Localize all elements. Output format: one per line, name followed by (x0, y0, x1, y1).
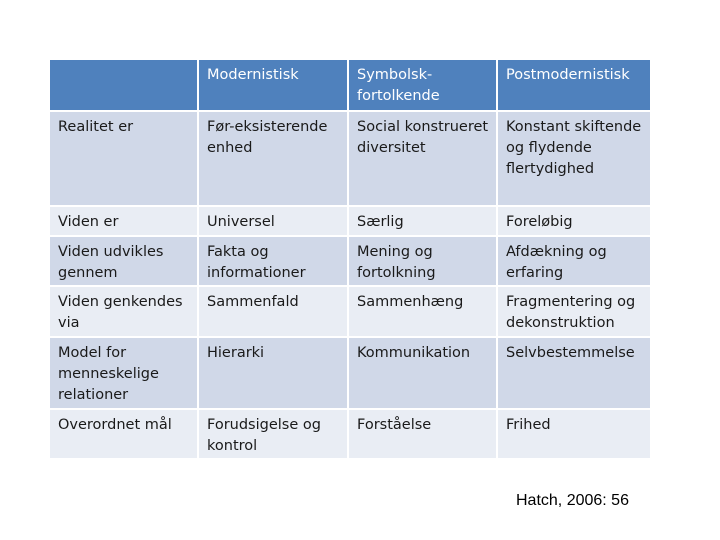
table-cell: Foreløbig (498, 207, 650, 237)
table-cell: Universel (199, 207, 349, 237)
table-cell: Selvbestemmelse (498, 338, 650, 410)
row-label: Model for menneskelige relationer (50, 338, 199, 410)
header-cell-modernistisk: Modernistisk (199, 60, 349, 112)
header-cell-empty (50, 60, 199, 112)
table-cell: Sammenfald (199, 287, 349, 338)
table-row (50, 207, 650, 237)
header-cell-postmodernistisk: Postmodernistisk (498, 60, 650, 112)
header-cell-symbolsk-fortolkende: Symbolsk-fortolkende (349, 60, 498, 112)
table-cell: Hierarki (199, 338, 349, 410)
table-row (50, 237, 650, 287)
table-cell: Mening og fortolkning (349, 237, 498, 287)
row-label: Viden er (50, 207, 199, 237)
table-cell: Forudsigelse og kontrol (199, 410, 349, 460)
row-label: Viden genkendes via (50, 287, 199, 338)
table-cell: Særlig (349, 207, 498, 237)
row-label: Viden udvikles gennem (50, 237, 199, 287)
table-cell: Sammenhæng (349, 287, 498, 338)
table-cell: Fragmentering og dekonstruktion (498, 287, 650, 338)
table-cell: Forståelse (349, 410, 498, 460)
citation: Hatch, 2006: 56 (516, 492, 629, 509)
row-label: Overordnet mål (50, 410, 199, 460)
table-row (50, 410, 650, 460)
table-row (50, 112, 650, 207)
table-header-row (50, 60, 650, 112)
row-label: Realitet er (50, 112, 199, 207)
table-cell: Før-eksisterende enhed (199, 112, 349, 207)
table-cell: Kommunikation (349, 338, 498, 410)
table-cell: Social konstrueret diversitet (349, 112, 498, 207)
table-cell: Konstant skiftende og flydende flertydighed (498, 112, 650, 207)
table-row (50, 338, 650, 410)
table-cell: Fakta og informationer (199, 237, 349, 287)
table-cell: Frihed (498, 410, 650, 460)
table-row (50, 287, 650, 338)
comparison-table (50, 60, 650, 460)
table-cell: Afdækning og erfaring (498, 237, 650, 287)
